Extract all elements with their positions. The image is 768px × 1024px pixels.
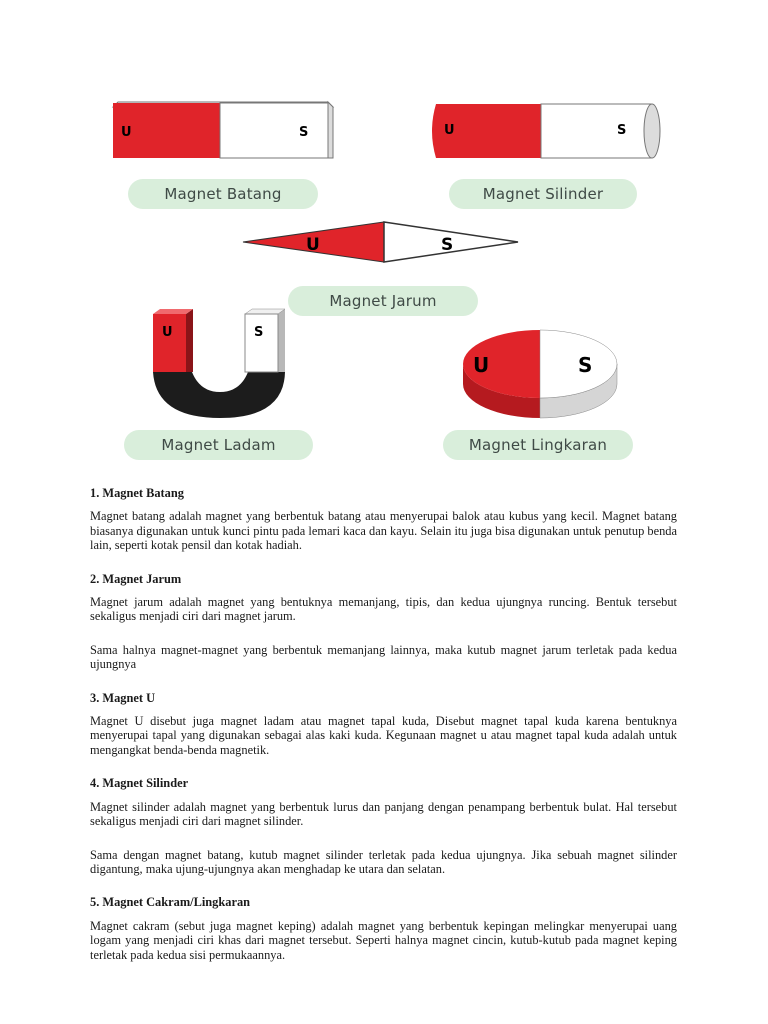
caption-magnet-ladam: Magnet Ladam [124,430,313,460]
disc-magnet-south-label: S [578,353,593,377]
bar-magnet [113,102,333,158]
section-magnet-jarum [90,572,677,672]
section-paragraph: Magnet jarum adalah magnet yang bentuknya memanjang, tipis, dan kedua ujungnya runcing. Bentuk tersebut sekaligus menjadi ciri dari magnet jarum. [90,595,677,624]
horseshoe-magnet [153,309,285,418]
section-magnet-batang [90,486,677,553]
section-heading: 2. Magnet Jarum [90,571,182,586]
section-paragraph: Magnet U disebut juga magnet ladam atau magnet tapal kuda, Disebut magnet tapal kuda karena bentuknya menyerupai tapal yang digunakan sebagai alas kaki kuda. Kegunaan magnet u atau magnet tapal kuda adalah untuk mengangkat benda-benda magnetik. [90,714,677,757]
horseshoe-magnet-south [245,314,278,372]
section-paragraph: Magnet cakram (sebut juga magnet keping) adalah magnet yang berbentuk kepingan melingkar menyerupai uang logam yang menjadi ciri khas dari magnet tersebut. Seperti halnya magnet cincin, kutub-kutub pada magnet keping terletak pada kedua sisi permukaannya. [90,918,677,962]
disc-magnet [463,330,617,418]
horseshoe-magnet-north [153,314,186,372]
cylinder-magnet-north-label: U [444,123,455,138]
section-paragraph: Sama halnya magnet-magnet yang berbentuk memanjang lainnya, maka kutub magnet jarum terletak pada kedua ujungnya [90,642,677,672]
cylinder-magnet-south [541,104,651,158]
caption-magnet-batang: Magnet Batang [128,179,318,209]
section-heading: 3. Magnet U [90,690,156,705]
needle-magnet-south-label: S [441,235,454,255]
bar-magnet-south [220,103,328,158]
bar-magnet-south-label: S [299,125,309,140]
section-magnet-cakram [90,895,677,962]
article-body [90,486,677,962]
section-paragraph: Magnet batang adalah magnet yang berbentuk batang atau menyerupai balok atau kubus yang kecil. Magnet batang biasanya digunakan untuk kunci pintu pada lemari kaca dan kayu. Selain itu juga bisa digunakan untuk penutup benda lain, seperti kotak pensil dan kotak hadiah. [90,509,677,553]
section-paragraph: Sama dengan magnet batang, kutub magnet silinder terletak pada kedua ujungnya. Jika sebuah magnet silinder digantung, maka ujung-ujungnya akan menghadap ke utara dan selatan. [90,847,677,876]
cylinder-magnet-south-label: S [617,123,627,138]
horseshoe-magnet-south-label: S [254,325,264,340]
cylinder-magnet [432,104,660,158]
caption-magnet-lingkaran: Magnet Lingkaran [443,430,633,460]
section-heading: 1. Magnet Batang [90,486,184,500]
section-heading: 4. Magnet Silinder [90,776,189,791]
cylinder-magnet-end [644,104,660,158]
disc-magnet-north-label: U [473,353,490,377]
section-paragraph: Magnet silinder adalah magnet yang berbentuk lurus dan panjang dengan penampang berbentuk bulat. Hal tersebut sekaligus menjadi ciri dari magnet silinder. [90,799,677,829]
caption-magnet-jarum: Magnet Jarum [288,286,478,316]
needle-magnet [243,222,518,262]
section-heading: 5. Magnet Cakram/Lingkaran [90,895,251,910]
section-magnet-u [90,691,677,758]
caption-magnet-silinder: Magnet Silinder [449,179,637,209]
needle-magnet-north-label: U [306,235,320,255]
magnet-illustrations [0,0,768,470]
bar-magnet-north-label: U [121,125,132,140]
horseshoe-magnet-base [153,372,285,418]
section-magnet-silinder [90,776,677,876]
horseshoe-magnet-north-label: U [162,325,173,340]
magnet-types-figure [0,0,768,470]
